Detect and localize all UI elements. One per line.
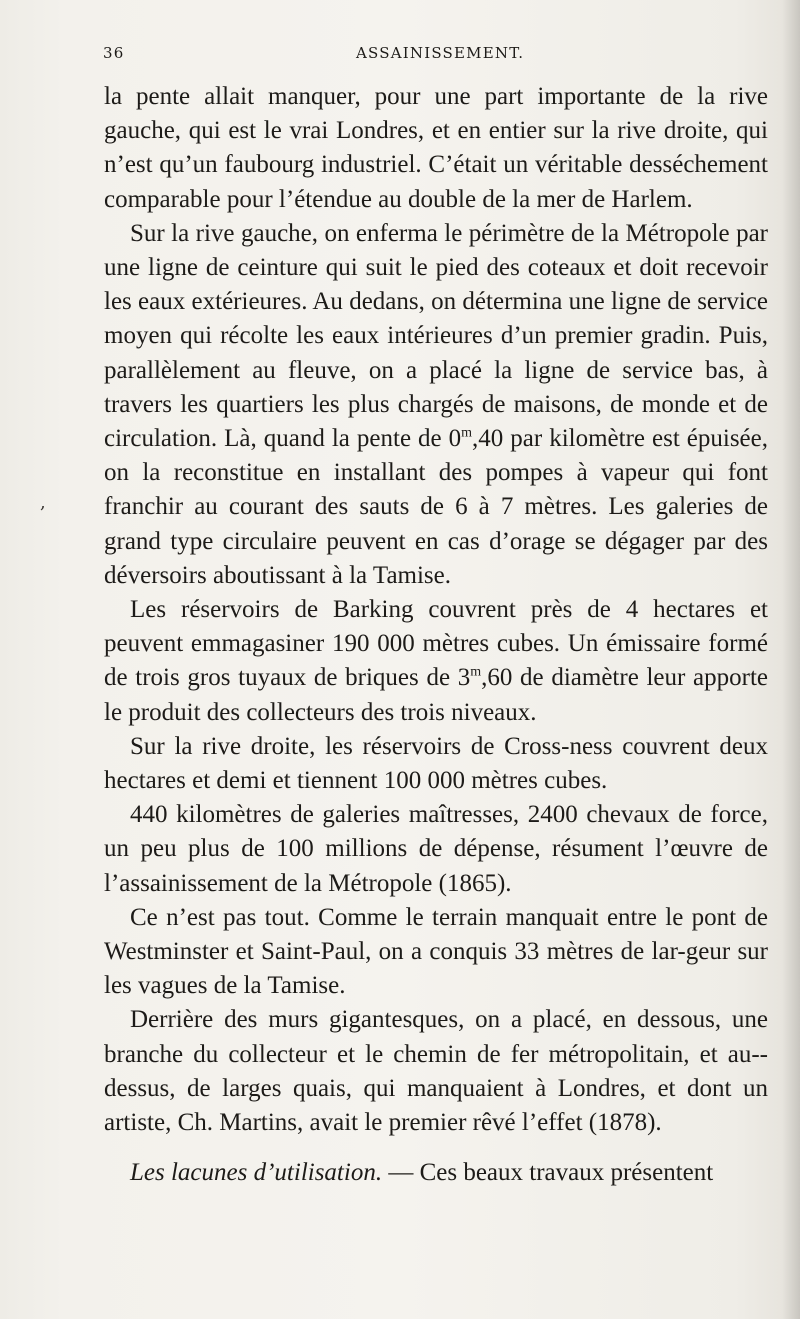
paragraph-text: Derrière des murs gigantesques, on a placé, en dessous, une branche du collecteur et le chemin de fer métropolitain, et au-dessus, de larges quais, qui manquaient à Londres, et dont un artiste, Ch. Martins, avait le premier rêvé l’effet (1878). [104,1006,768,1137]
paragraph-text: 440 kilomètres de galeries maîtresses, 2400 chevaux de force, un peu plus de 100 millions de dépense, résument l’œuvre de l’assainissement de la Métropole (1865). [104,801,768,897]
paragraph-text: Sur la rive gauche, on enferma le périmètre de la Métropole par une ligne de ceinture qui suit le pied des coteaux et doit recevoir les eaux extérieures. Au dedans, on détermina une ligne de service moyen qui récolte les eaux intérieures d’un premier gradin. Puis, parallèlement au fleuve, on a placé la ligne de service bas, à travers les quartiers les plus chargés de maisons, de monde et de circulation. Là, quand la pente de 0 [104,219,768,453]
superscript: m [461,425,473,441]
paragraph-text: — Ces beaux travaux présentent [382,1159,714,1187]
paragraph-text: Ce n’est pas tout. Comme le terrain manquait entre le pont de Westminster et Saint-Paul, on a conquis 33 mètres de lar-geur sur les vagues de la Tamise. [104,903,768,1000]
page-number: 36 [103,44,125,62]
paragraph [104,217,768,593]
paragraph [104,593,768,730]
margin-mark: , [40,492,46,513]
paragraph-text: Les réservoirs de Barking couvrent près de 4 hectares et peuvent emmagasiner 190 000 mètres cubes. Un émissaire formé de trois gros tuyaux de briques de 3 [104,596,768,692]
page-edge-shadow [782,0,800,1319]
body-text [104,80,768,1191]
paragraph-text: ,60 de diamètre leur apporte le produit des collecteurs des trois niveaux. [104,664,768,726]
paragraph [104,730,768,798]
paragraph [104,80,768,217]
paragraph-text: ,40 par kilomètre est épuisée, on la reconstitue en installant des pompes à vapeur qui font franchir au courant des sauts de 6 à 7 mètres. Les galeries de grand type circulaire peuvent en cas d’orage se dégager par des déversoirs aboutissant à la Tamise. [104,425,768,589]
paragraph-text: la pente allait manquer, pour une part importante de la rive gauche, qui est le vrai Londres, et en entier sur la rive droite, qui n’est qu’un faubourg industriel. C’était un véritable desséchement comparable pour l’étendue au double de la mer de Harlem. [104,83,768,213]
section-title: Les lacunes d’utilisation. [130,1159,383,1187]
paragraph [104,901,768,1004]
paragraph [104,1156,768,1190]
paragraph [104,1003,768,1140]
paragraph-text: Sur la rive droite, les réservoirs de Cross-ness couvrent deux hectares et demi et tiennent 100 000 mètres cubes. [104,732,768,795]
paragraph [104,798,768,901]
page-header [103,44,760,68]
running-head: ASSAINISSEMENT. [356,44,525,62]
superscript: m [470,665,482,681]
